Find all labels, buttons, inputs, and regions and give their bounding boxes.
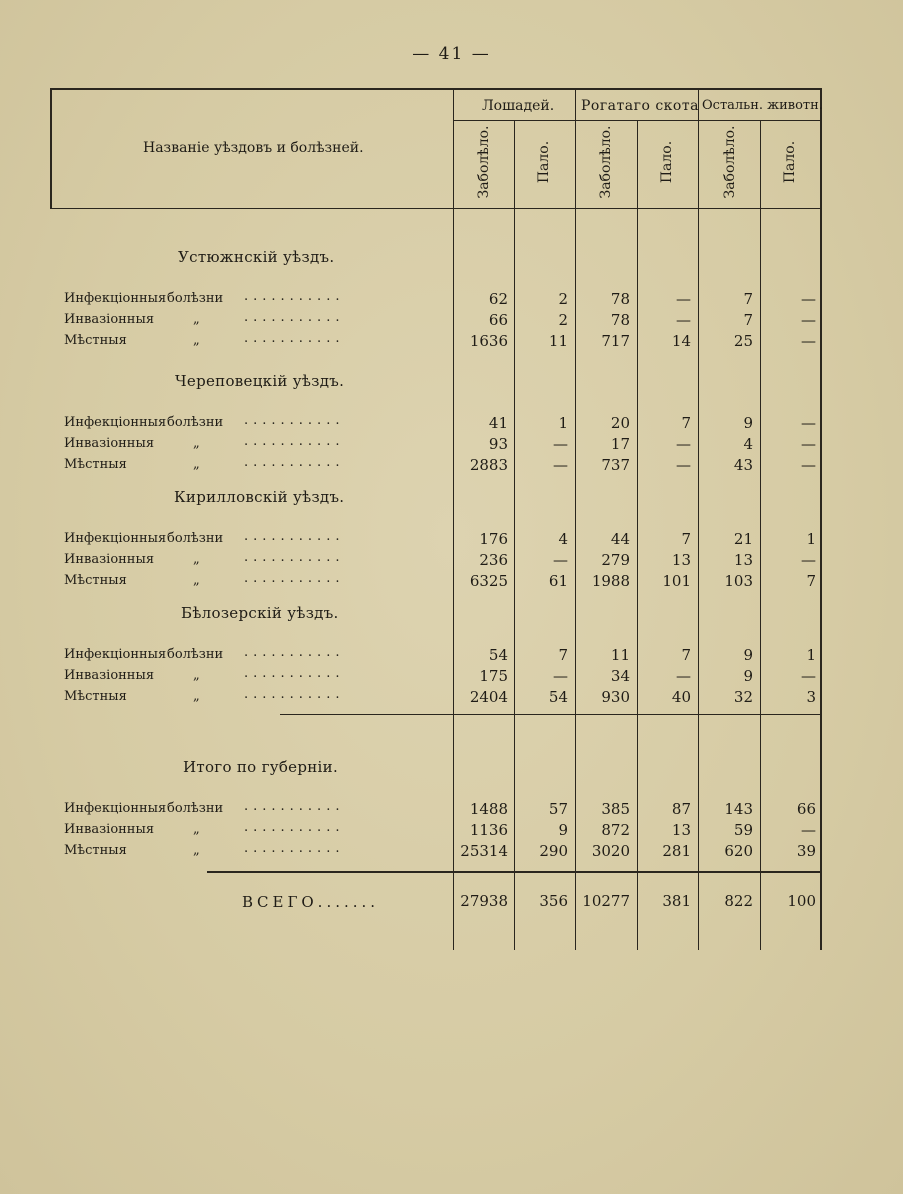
table-cell: 1988 [591, 572, 630, 590]
table-cell: — [676, 290, 691, 308]
name-column-header: Названіе уѣздовъ и болѣзней. [143, 140, 364, 156]
group-header-cattle: Рогатаго скота [581, 98, 699, 114]
table-cell: 20 [610, 414, 630, 432]
table-cell: — [676, 311, 691, 329]
section-title: Кирилловскій уѣздъ. [174, 488, 345, 506]
row-label: Инфекціонныя [64, 531, 167, 546]
table-cell: 2 [558, 311, 568, 329]
table-cell: 143 [724, 800, 753, 818]
table-cell: 281 [662, 842, 691, 860]
table-cell: 9 [558, 821, 568, 839]
table-cell: 13 [733, 551, 753, 569]
total-cell: 27938 [460, 892, 508, 910]
table-cell: 13 [671, 821, 691, 839]
table-cell: 87 [671, 800, 691, 818]
table-cell: — [553, 435, 568, 453]
table-cell: 176 [479, 530, 508, 548]
subheader-horses-sick: Заболѣло. [476, 125, 492, 199]
table-cell: — [801, 414, 816, 432]
table-cell: — [553, 667, 568, 685]
row-label: Инфекціонныя [64, 647, 167, 662]
row-label: Инфекціонныя [64, 801, 167, 816]
dot-leader: ........... [244, 666, 345, 681]
row-label: Мѣстныя [64, 457, 127, 472]
table-cell: 1 [558, 414, 568, 432]
table-cell: 101 [662, 572, 691, 590]
table-cell: — [801, 821, 816, 839]
row-label: Инвазіонныя [64, 436, 155, 451]
row-label: Инфекціонныя [64, 415, 167, 430]
dot-leader: ........... [244, 550, 345, 565]
subheader-other-sick: Заболѣло. [722, 125, 738, 199]
row-label-diseases: болѣзни [167, 647, 224, 662]
table-cell: 1 [806, 646, 816, 664]
table-cell: 41 [488, 414, 508, 432]
table-cell: — [801, 332, 816, 350]
table-cell: 78 [610, 311, 630, 329]
column-rule-right [820, 88, 822, 950]
subheader-cattle-sick: Заболѣло. [598, 125, 614, 199]
table-cell: 9 [743, 414, 753, 432]
table-cell: 7 [681, 646, 691, 664]
table-cell: — [801, 551, 816, 569]
row-label: Инвазіонныя [64, 552, 155, 567]
table-cell: 290 [539, 842, 568, 860]
group-header-other-animals: Остальн. животн. [702, 98, 823, 113]
table-cell: 236 [479, 551, 508, 569]
table-cell: — [801, 290, 816, 308]
dot-leader: ........... [244, 310, 345, 325]
table-cell: 11 [548, 332, 568, 350]
row-label: Инвазіонныя [64, 312, 155, 327]
table-cell: 7 [743, 290, 753, 308]
column-rule-left [50, 88, 52, 208]
table-cell: 9 [743, 667, 753, 685]
subheader-cattle-dead: Пало. [659, 140, 675, 184]
section-title: Череповецкій уѣздъ. [175, 372, 345, 390]
dot-leader: ........... [244, 687, 345, 702]
table-cell: 385 [601, 800, 630, 818]
row-label-ditto: „ [193, 573, 200, 588]
dot-leader: ........... [244, 799, 345, 814]
table-cell: 2404 [469, 688, 508, 706]
row-label-ditto: „ [193, 436, 200, 451]
table-cell: 3 [806, 688, 816, 706]
row-label-ditto: „ [193, 822, 200, 837]
table-cell: 7 [558, 646, 568, 664]
table-cell: 40 [671, 688, 691, 706]
table-cell: — [676, 456, 691, 474]
row-label-ditto: „ [193, 668, 200, 683]
dot-leader: ........... [244, 434, 345, 449]
table-cell: 25314 [460, 842, 508, 860]
row-label: Мѣстныя [64, 689, 127, 704]
table-cell: 66 [796, 800, 816, 818]
group-header-horses: Лошадей. [482, 98, 555, 114]
row-label-ditto: „ [193, 333, 200, 348]
table-cell: 32 [733, 688, 753, 706]
total-cell: 822 [724, 892, 753, 910]
row-label-diseases: болѣзни [167, 531, 224, 546]
table-cell: 21 [733, 530, 753, 548]
table-cell: 1636 [469, 332, 508, 350]
table-cell: — [553, 551, 568, 569]
table-cell: 61 [548, 572, 568, 590]
table-cell: 2 [558, 290, 568, 308]
table-cell: 4 [743, 435, 753, 453]
table-cell: 93 [488, 435, 508, 453]
table-cell: 59 [733, 821, 753, 839]
table-top-rule [50, 88, 822, 90]
table-cell: 6325 [469, 572, 508, 590]
table-cell: 1 [806, 530, 816, 548]
table-cell: 1136 [469, 821, 508, 839]
table-cell: — [676, 435, 691, 453]
table-cell: 4 [558, 530, 568, 548]
table-cell: 930 [601, 688, 630, 706]
table-cell: 57 [548, 800, 568, 818]
page-number: — 41 — [412, 44, 491, 64]
row-label-ditto: „ [193, 457, 200, 472]
total-cell: 381 [662, 892, 691, 910]
row-label-ditto: „ [193, 552, 200, 567]
table-cell: 9 [743, 646, 753, 664]
table-cell: 43 [733, 456, 753, 474]
table-cell: 872 [601, 821, 630, 839]
dot-leader: ........... [244, 841, 345, 856]
total-cell: 356 [539, 892, 568, 910]
section-title: Бѣлозерскій уѣздъ. [181, 604, 339, 622]
dot-leader: ........... [244, 455, 345, 470]
table-cell: 7 [681, 414, 691, 432]
table-cell: 13 [671, 551, 691, 569]
table-cell: 2883 [469, 456, 508, 474]
table-cell: 175 [479, 667, 508, 685]
row-label: Инвазіонныя [64, 822, 155, 837]
section-title: Итого по губерніи. [183, 758, 339, 776]
table-cell: — [801, 435, 816, 453]
table-cell: 7 [806, 572, 816, 590]
row-label: Мѣстныя [64, 573, 127, 588]
total-cell: 10277 [582, 892, 630, 910]
table-cell: — [676, 667, 691, 685]
row-label-diseases: болѣзни [167, 801, 224, 816]
table-cell: 54 [548, 688, 568, 706]
dot-leader: ........... [244, 571, 345, 586]
header-bottom-rule [50, 208, 822, 209]
dot-leader: ........... [244, 820, 345, 835]
dot-leader: ........... [244, 289, 345, 304]
table-cell: 25 [733, 332, 753, 350]
subheader-horses-dead: Пало. [536, 140, 552, 184]
table-cell: 39 [796, 842, 816, 860]
row-label: Инвазіонныя [64, 668, 155, 683]
table-cell: 78 [610, 290, 630, 308]
table-cell: 34 [610, 667, 630, 685]
row-label: Инфекціонныя [64, 291, 167, 306]
table-cell: 103 [724, 572, 753, 590]
row-label-ditto: „ [193, 312, 200, 327]
table-cell: 620 [724, 842, 753, 860]
dot-leader: ........... [244, 413, 345, 428]
subheader-other-dead: Пало. [782, 140, 798, 184]
row-label-diseases: болѣзни [167, 415, 224, 430]
table-cell: 14 [671, 332, 691, 350]
row-label: Мѣстныя [64, 333, 127, 348]
dot-leader: ........... [244, 331, 345, 346]
itogo-separator-rule [280, 714, 820, 715]
row-label-diseases: болѣзни [167, 291, 224, 306]
table-cell: 3020 [591, 842, 630, 860]
table-cell: 62 [488, 290, 508, 308]
table-cell: — [801, 667, 816, 685]
table-cell: 737 [601, 456, 630, 474]
table-cell: 66 [488, 311, 508, 329]
table-cell: — [801, 311, 816, 329]
total-cell: 100 [787, 892, 816, 910]
dot-leader: ........... [244, 645, 345, 660]
table-cell: — [553, 456, 568, 474]
table-cell: 1488 [469, 800, 508, 818]
table-cell: 54 [488, 646, 508, 664]
table-cell: 11 [610, 646, 630, 664]
row-label: Мѣстныя [64, 843, 127, 858]
total-label: ВСЕГО....... [242, 893, 380, 911]
table-cell: — [801, 456, 816, 474]
table-cell: 44 [610, 530, 630, 548]
table-cell: 7 [681, 530, 691, 548]
row-label-ditto: „ [193, 843, 200, 858]
table-cell: 17 [610, 435, 630, 453]
dot-leader: ........... [244, 529, 345, 544]
row-label-ditto: „ [193, 689, 200, 704]
table-cell: 717 [601, 332, 630, 350]
table-cell: 7 [743, 311, 753, 329]
table-cell: 279 [601, 551, 630, 569]
section-title: Устюжнскій уѣздъ. [178, 248, 335, 266]
